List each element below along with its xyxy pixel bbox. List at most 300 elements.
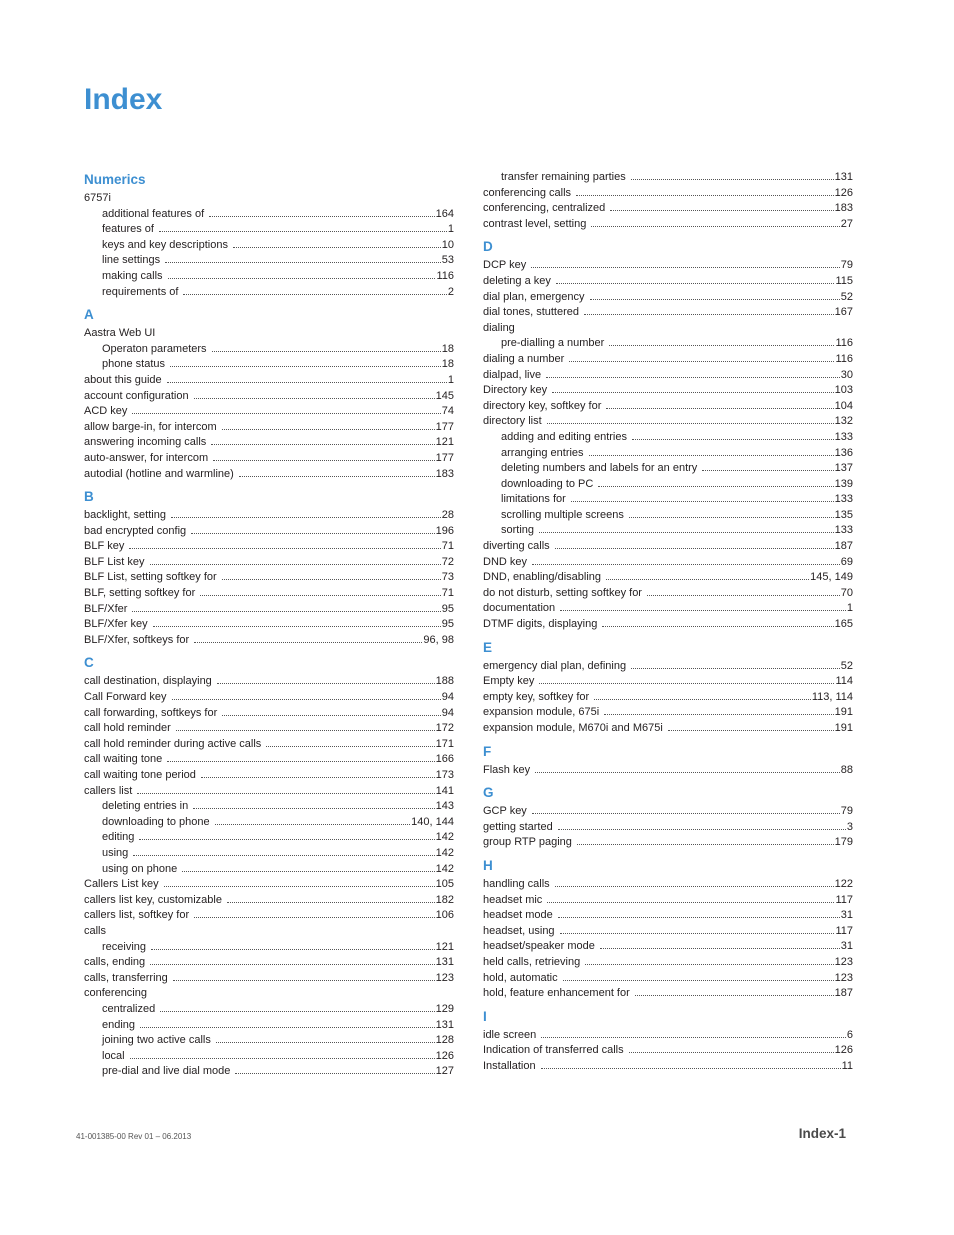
entry-page-number: 31 — [840, 940, 853, 953]
dot-leader — [555, 878, 834, 887]
dot-leader — [215, 816, 411, 825]
entry-term: BLF/Xfer, softkeys for — [84, 633, 190, 646]
dot-leader — [139, 831, 434, 840]
entry-term: DCP key — [483, 259, 527, 272]
entry-term: hold, automatic — [483, 971, 558, 984]
entry-term: contrast level, setting — [483, 217, 587, 230]
entry-page-number: 172 — [435, 722, 454, 735]
dot-leader — [151, 941, 435, 950]
dot-leader — [266, 738, 434, 747]
dot-leader — [631, 171, 834, 180]
index-subentry — [84, 846, 454, 862]
index-subentry — [84, 862, 454, 878]
section-heading: F — [483, 743, 492, 759]
entry-page-number: 142 — [435, 862, 454, 875]
dot-leader — [194, 909, 435, 918]
entry-term: callers list — [84, 784, 133, 797]
entry-term: calls, ending — [84, 956, 146, 969]
entry-page-number: 2 — [447, 285, 454, 298]
entry-term: empty key, softkey for — [483, 690, 590, 703]
dot-leader — [590, 291, 840, 300]
index-subentry — [483, 523, 853, 539]
dot-leader — [201, 769, 435, 778]
index-entry — [483, 570, 853, 586]
dot-leader — [183, 286, 446, 295]
dot-leader — [576, 187, 834, 196]
dot-leader — [217, 675, 435, 684]
index-entry — [84, 524, 454, 540]
entry-term: features of — [102, 223, 154, 236]
dot-leader — [535, 764, 840, 773]
entry-term: deleting entries in — [102, 800, 189, 813]
dot-leader — [552, 384, 833, 393]
entry-term: Empty key — [483, 675, 535, 688]
index-entry — [483, 617, 853, 633]
entry-page-number: 11 — [841, 1059, 853, 1072]
entry-page-number: 142 — [435, 846, 454, 859]
dot-leader — [609, 337, 834, 346]
dot-leader — [558, 909, 840, 918]
entry-term: Flash key — [483, 763, 531, 776]
index-entry — [84, 555, 454, 571]
entry-page-number: 96, 98 — [423, 633, 454, 646]
index-entry — [483, 721, 853, 737]
index-entry — [84, 373, 454, 389]
entry-page-number: 126 — [435, 1049, 454, 1062]
dot-leader — [532, 556, 840, 565]
dot-leader — [547, 894, 834, 903]
index-entry — [84, 389, 454, 405]
index-subentry — [84, 1033, 454, 1049]
entry-page-number: 70 — [840, 586, 853, 599]
dot-leader — [140, 1019, 435, 1028]
index-entry — [483, 705, 853, 721]
index-subentry — [84, 1018, 454, 1034]
index-entry — [483, 352, 853, 368]
index-entry — [483, 893, 853, 909]
entry-page-number: 126 — [834, 186, 853, 199]
entry-term: dial tones, stuttered — [483, 306, 580, 319]
index-entry — [483, 305, 853, 321]
dot-leader — [594, 691, 811, 700]
dot-leader — [133, 847, 434, 856]
dot-leader — [171, 509, 441, 518]
entry-term: additional features of — [102, 207, 205, 220]
entry-page-number: 164 — [435, 207, 454, 220]
entry-term: adding and editing entries — [501, 430, 627, 443]
section-heading: C — [84, 655, 94, 671]
index-entry — [84, 570, 454, 586]
entry-term: call destination, displaying — [84, 675, 212, 688]
entry-term: DND key — [483, 555, 528, 568]
entry-term: making calls — [102, 269, 163, 282]
entry-page-number: 128 — [435, 1034, 454, 1047]
entry-page-number: 94 — [441, 691, 454, 704]
index-entry — [483, 399, 853, 415]
dot-leader — [227, 894, 435, 903]
index-subentry — [84, 342, 454, 358]
entry-page-number: 183 — [834, 202, 853, 215]
entry-page-number: 122 — [834, 877, 853, 890]
entry-term: ACD key — [84, 405, 128, 418]
index-entry — [483, 274, 853, 290]
entry-page-number: 131 — [834, 171, 853, 183]
dot-leader — [159, 223, 447, 232]
index-entry — [483, 939, 853, 955]
entry-page-number: 191 — [834, 722, 853, 734]
dot-leader — [610, 202, 833, 211]
entry-page-number: 142 — [435, 831, 454, 844]
dot-leader — [600, 940, 840, 949]
entry-page-number: 166 — [435, 753, 454, 766]
entry-page-number: 3 — [846, 820, 853, 833]
index-entry — [84, 706, 454, 722]
dot-leader — [233, 239, 441, 248]
entry-page-number: 113, 114 — [811, 690, 853, 703]
dot-leader — [606, 571, 809, 580]
dot-leader — [129, 540, 440, 549]
dot-leader — [132, 405, 440, 414]
entry-term: downloading to PC — [501, 477, 594, 490]
entry-term: headset, using — [483, 924, 555, 937]
entry-term: emergency dial plan, defining — [483, 659, 627, 672]
entry-page-number: 117 — [835, 893, 853, 906]
entry-term: keys and key descriptions — [102, 238, 228, 251]
dot-leader — [137, 785, 434, 794]
index-entry — [84, 955, 454, 971]
section-heading: G — [483, 785, 494, 801]
index-entry — [483, 674, 853, 690]
entry-page-number: 136 — [834, 446, 853, 459]
dot-leader — [539, 675, 834, 684]
dot-leader — [222, 571, 441, 580]
dot-leader — [632, 431, 834, 440]
index-subentry — [84, 1002, 454, 1018]
index-entry — [483, 290, 853, 306]
entry-term: GCP key — [483, 805, 527, 818]
page-number: Index-1 — [798, 1126, 846, 1141]
dot-leader — [563, 972, 834, 981]
dot-leader — [589, 447, 834, 456]
entry-term: do not disturb, setting softkey for — [483, 586, 642, 599]
index-subentry — [84, 940, 454, 956]
index-subentry — [84, 222, 454, 238]
entry-page-number: 145 — [435, 389, 454, 402]
entry-page-number: 88 — [840, 763, 853, 776]
dot-leader — [606, 400, 833, 409]
entry-page-number: 69 — [840, 555, 853, 568]
entry-page-number: 167 — [834, 306, 853, 319]
dot-leader — [176, 722, 435, 731]
index-entry — [84, 467, 454, 483]
index-entry — [483, 1043, 853, 1059]
entry-term: backlight, setting — [84, 509, 166, 522]
entry-term: headset mode — [483, 909, 553, 922]
section-heading: E — [483, 639, 493, 655]
page-title: Index — [84, 83, 163, 116]
entry-page-number: 52 — [840, 290, 853, 303]
entry-page-number: 191 — [834, 706, 853, 719]
entry-page-number: 116 — [436, 269, 454, 282]
index-entry — [483, 908, 853, 924]
entry-term: BLF/Xfer key — [84, 618, 148, 631]
dot-leader — [222, 707, 440, 716]
entry-term: headset mic — [483, 893, 543, 906]
entry-term: calls — [84, 924, 107, 937]
index-entry — [483, 659, 853, 675]
entry-page-number: 18 — [441, 358, 454, 371]
entry-term: call hold reminder — [84, 722, 171, 735]
dot-leader — [212, 343, 441, 352]
dot-leader — [168, 270, 436, 279]
entry-term: callers list, softkey for — [84, 909, 190, 922]
entry-term: BLF List, setting softkey for — [84, 571, 217, 584]
entry-term: Directory key — [483, 384, 548, 397]
section-heading: I — [483, 1008, 487, 1024]
index-column-left — [84, 170, 454, 1080]
index-entry — [483, 986, 853, 1002]
section-heading: H — [483, 857, 493, 873]
index-subentry — [483, 492, 853, 508]
index-entry — [84, 893, 454, 909]
entry-term: local — [102, 1049, 125, 1062]
dot-leader — [211, 436, 434, 445]
dot-leader — [635, 987, 834, 996]
entry-page-number: 105 — [435, 878, 454, 891]
dot-leader — [194, 390, 435, 399]
entry-term: dialing — [483, 321, 515, 334]
entry-term: BLF List key — [84, 555, 145, 568]
entry-page-number: 95 — [441, 602, 454, 615]
dot-leader — [668, 722, 834, 731]
index-entry — [84, 784, 454, 800]
index-entry — [483, 217, 853, 233]
entry-term: diverting calls — [483, 540, 550, 553]
index-entry — [84, 674, 454, 690]
index-subentry — [483, 508, 853, 524]
dot-leader — [164, 878, 435, 887]
entry-term: 6757i — [84, 192, 111, 204]
entry-term: dialing a number — [483, 352, 565, 365]
entry-page-number: 133 — [834, 524, 853, 537]
entry-term: scrolling multiple screens — [501, 508, 624, 521]
index-entry — [84, 508, 454, 524]
entry-page-number: 140, 144 — [411, 815, 454, 828]
entry-page-number: 171 — [435, 737, 454, 750]
entry-term: ending — [102, 1018, 136, 1031]
dot-leader — [191, 525, 435, 534]
dot-leader — [558, 821, 846, 830]
entry-term: call waiting tone — [84, 753, 163, 766]
dot-leader — [556, 275, 835, 284]
entry-term: pre-dial and live dial mode — [102, 1065, 231, 1078]
entry-page-number: 74 — [441, 405, 454, 418]
entry-term: idle screen — [483, 1028, 537, 1041]
dot-leader — [585, 956, 833, 965]
index-entry — [483, 804, 853, 820]
index-entry — [84, 586, 454, 602]
entry-page-number: 52 — [840, 659, 853, 672]
dot-leader — [541, 1060, 841, 1069]
entry-page-number: 137 — [834, 462, 853, 475]
dot-leader — [235, 1065, 434, 1074]
entry-page-number: 123 — [435, 971, 454, 984]
entry-page-number: 1 — [447, 223, 454, 236]
entry-page-number: 121 — [435, 436, 454, 449]
entry-page-number: 6 — [846, 1028, 853, 1041]
entry-term: headset/speaker mode — [483, 940, 595, 953]
index-entry — [84, 877, 454, 893]
entry-term: DTMF digits, displaying — [483, 618, 598, 631]
entry-term: Call Forward key — [84, 691, 167, 704]
entry-term: call forwarding, softkeys for — [84, 706, 218, 719]
section-heading: B — [84, 489, 94, 505]
entry-term: directory list — [483, 415, 542, 428]
entry-term: joining two active calls — [102, 1034, 211, 1047]
entry-page-number: 71 — [441, 540, 454, 553]
index-subentry — [483, 430, 853, 446]
dot-leader — [604, 706, 833, 715]
index-subentry — [84, 830, 454, 846]
index-subentry — [84, 357, 454, 373]
entry-page-number: 135 — [834, 508, 853, 521]
index-entry — [483, 321, 853, 337]
entry-term: deleting numbers and labels for an entry — [501, 462, 698, 475]
index-subentry — [483, 336, 853, 352]
index-entry — [84, 768, 454, 784]
entry-term: editing — [102, 831, 135, 844]
dot-leader — [571, 493, 834, 502]
entry-page-number: 116 — [835, 337, 853, 350]
index-entry — [84, 539, 454, 555]
entry-page-number: 123 — [834, 971, 853, 984]
dot-leader — [165, 254, 441, 263]
entry-page-number: 72 — [441, 555, 454, 568]
dot-leader — [555, 540, 834, 549]
entry-term: conferencing — [84, 987, 147, 1000]
entry-term: bad encrypted config — [84, 524, 187, 537]
entry-page-number: 30 — [840, 368, 853, 381]
dot-leader — [170, 358, 441, 367]
entry-page-number: 73 — [441, 571, 454, 584]
entry-term: handling calls — [483, 877, 550, 890]
index-entry — [483, 924, 853, 940]
entry-term: DND, enabling/disabling — [483, 571, 602, 584]
section-heading: Numerics — [84, 172, 146, 187]
entry-term: held calls, retrieving — [483, 955, 581, 968]
entry-page-number: 132 — [834, 415, 853, 428]
index-subentry — [84, 238, 454, 254]
index-subentry — [84, 815, 454, 831]
index-entry — [84, 737, 454, 753]
index-entry — [483, 201, 853, 217]
entry-term: conferencing, centralized — [483, 202, 606, 215]
entry-page-number: 177 — [435, 451, 454, 464]
entry-page-number: 121 — [435, 940, 454, 953]
entry-term: hold, feature enhancement for — [483, 987, 630, 1000]
entry-term: pre-dialling a number — [501, 337, 605, 350]
entry-page-number: 183 — [435, 467, 454, 480]
entry-term: call waiting tone period — [84, 769, 196, 781]
entry-page-number: 1 — [447, 373, 454, 386]
section-heading: D — [483, 239, 493, 255]
entry-page-number: 79 — [840, 805, 853, 818]
entry-term: phone status — [102, 358, 165, 371]
index-subentry — [483, 170, 853, 186]
index-entry — [84, 971, 454, 987]
entry-page-number: 141 — [435, 784, 454, 797]
entry-page-number: 139 — [834, 477, 853, 490]
entry-term: documentation — [483, 602, 556, 615]
entry-term: dialpad, live — [483, 368, 542, 381]
dot-leader — [194, 634, 422, 643]
entry-page-number: 79 — [840, 259, 853, 272]
entry-page-number: 103 — [834, 384, 853, 397]
entry-term: call hold reminder during active calls — [84, 737, 262, 750]
dot-leader — [591, 218, 839, 227]
entry-term: receiving — [102, 940, 147, 953]
index-entry — [483, 258, 853, 274]
entry-page-number: 10 — [441, 238, 454, 251]
dot-leader — [541, 1029, 846, 1038]
index-entry — [483, 763, 853, 779]
index-entry — [84, 752, 454, 768]
index-entry — [84, 404, 454, 420]
index-subentry — [84, 1064, 454, 1080]
dot-leader — [602, 618, 833, 627]
dot-leader — [647, 587, 840, 596]
index-entry — [483, 835, 853, 851]
entry-page-number: 126 — [834, 1044, 853, 1057]
index-subentry — [84, 799, 454, 815]
dot-leader — [546, 369, 840, 378]
dot-leader — [216, 1034, 435, 1043]
index-entry — [84, 420, 454, 436]
entry-term: limitations for — [501, 493, 566, 506]
entry-page-number: 123 — [834, 955, 853, 968]
entry-page-number: 31 — [840, 909, 853, 922]
index-entry — [483, 414, 853, 430]
entry-page-number: 27 — [840, 217, 853, 230]
index-entry — [84, 326, 454, 342]
index-entry — [84, 924, 454, 940]
entry-page-number: 114 — [835, 675, 853, 688]
dot-leader — [631, 660, 840, 669]
entry-term: answering incoming calls — [84, 436, 207, 449]
entry-page-number: 165 — [834, 618, 853, 631]
dot-leader — [702, 462, 833, 471]
index-entry — [483, 955, 853, 971]
entry-page-number: 131 — [435, 1018, 454, 1031]
index-entry — [84, 451, 454, 467]
entry-page-number: 143 — [435, 800, 454, 813]
dot-leader — [173, 972, 435, 981]
dot-leader — [167, 753, 434, 762]
entry-term: BLF key — [84, 540, 125, 553]
index-entry — [84, 986, 454, 1002]
entry-term: transfer remaining parties — [501, 171, 626, 183]
entry-page-number: 53 — [441, 254, 454, 267]
dot-leader — [239, 468, 435, 477]
entry-page-number: 196 — [435, 524, 454, 537]
section-heading: A — [84, 307, 94, 323]
entry-term: Operaton parameters — [102, 342, 207, 355]
dot-leader — [209, 208, 435, 217]
index-column-right — [483, 170, 853, 1075]
entry-term: Indication of transferred calls — [483, 1044, 624, 1057]
index-subentry — [84, 207, 454, 223]
entry-term: conferencing calls — [483, 186, 572, 199]
